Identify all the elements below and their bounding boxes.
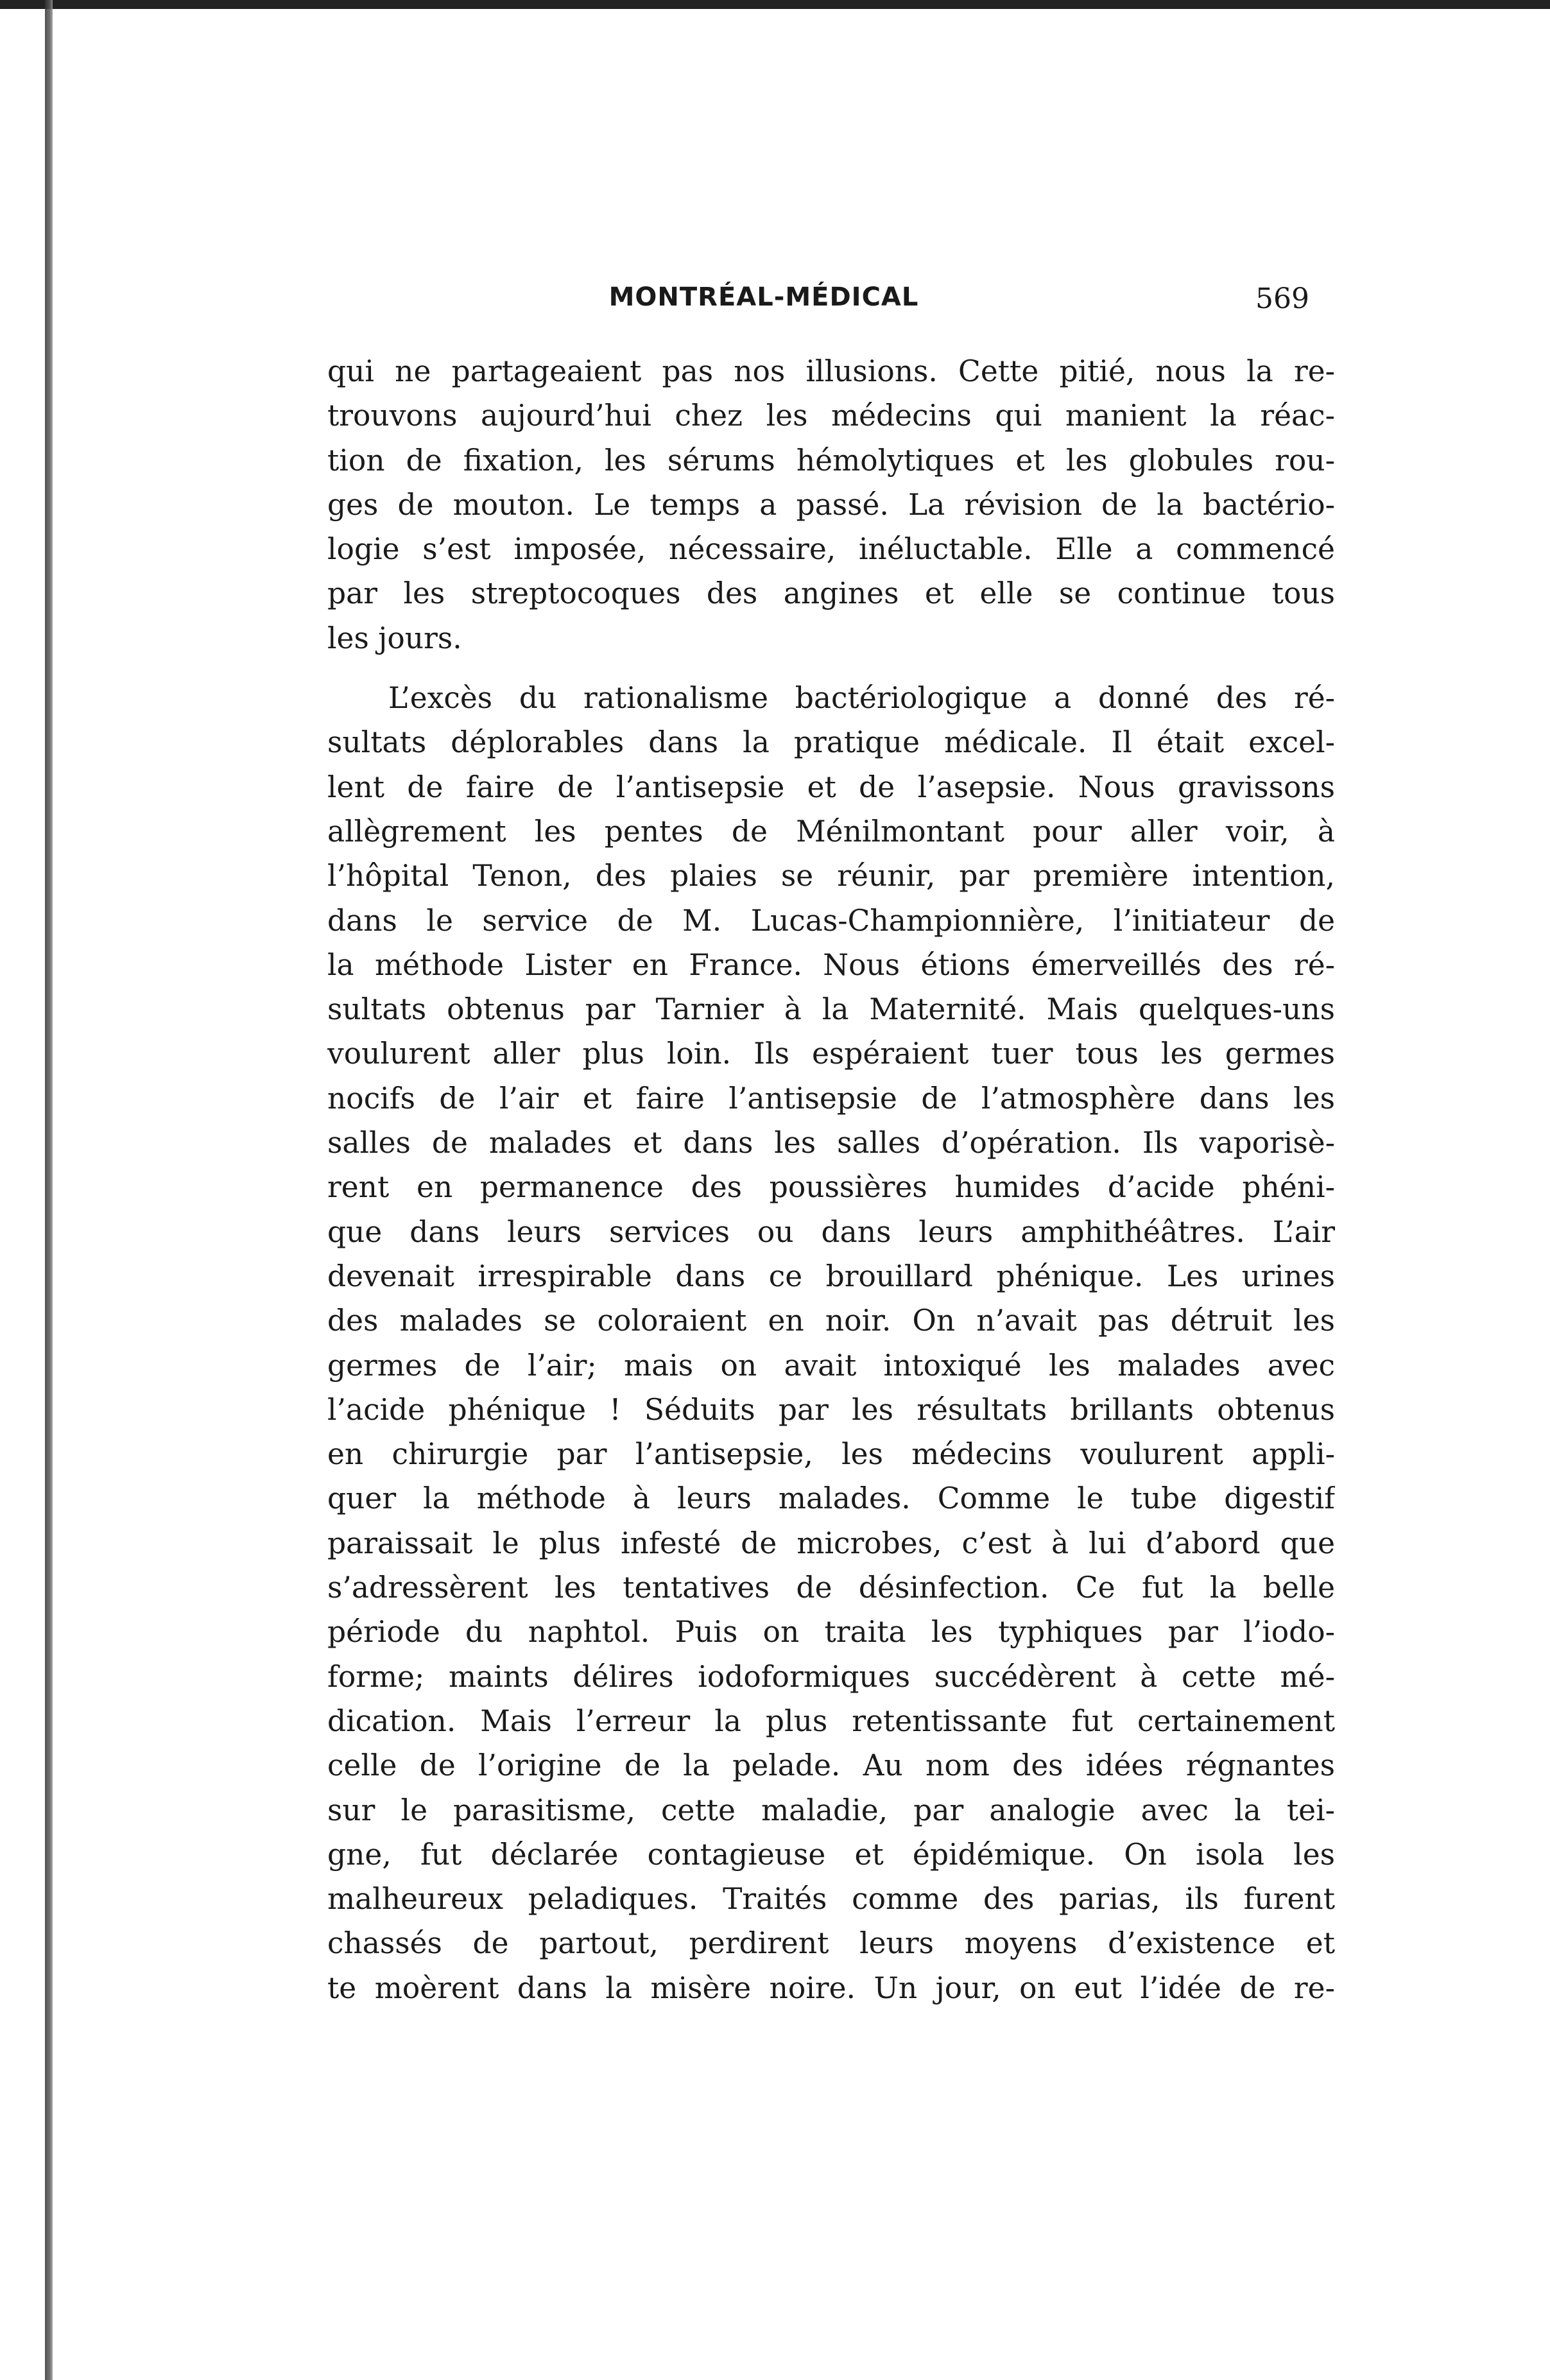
text-line: L’excès du rationalisme bactériologique a donné des ré- (388, 681, 1335, 716)
text-line: par les streptocoques des angines et elle se continue tous (327, 576, 1335, 611)
text-line: chassés de partout, perdirent leurs moyens d’existence et (327, 1926, 1335, 1961)
text-line: qui ne partageaient pas nos illusions. Cette pitié, nous la re- (327, 354, 1335, 388)
text-line: salles de malades et dans les salles d’opération. Ils vaporisè- (327, 1126, 1335, 1160)
text-line: dans le service de M. Lucas-Championnière, l’initiateur de (327, 903, 1335, 938)
text-line: sultats déplorables dans la pratique médicale. Il était excel- (327, 725, 1335, 760)
text-line: devenait irrespirable dans ce brouillard phénique. Les urines (327, 1259, 1335, 1293)
page-number: 569 (1255, 282, 1309, 315)
text-line: sultats obtenus par Tarnier à la Maternité. Mais quelques-uns (327, 992, 1335, 1027)
text-line: la méthode Lister en France. Nous étions émerveillés des ré- (327, 947, 1335, 982)
text-line: sur le parasitisme, cette maladie, par analogie avec la tei- (327, 1793, 1335, 1827)
text-line: ges de mouton. Le temps a passé. La révision de la bactério- (327, 487, 1335, 522)
text-line: s’adressèrent les tentatives de désinfection. Ce fut la belle (327, 1571, 1335, 1605)
text-line: période du naphtol. Puis on traita les typhiques par l’iodo- (327, 1615, 1335, 1650)
text-line: tion de fixation, les sérums hémolytiques et les globules rou- (327, 443, 1335, 478)
scan-binding-edge (45, 0, 53, 2380)
text-line: gne, fut déclarée contagieuse et épidémique. On isola les (327, 1837, 1335, 1872)
text-line: celle de l’origine de la pelade. Au nom des idées régnantes (327, 1748, 1335, 1783)
scan-top-edge (0, 0, 1550, 9)
text-line: allègrement les pentes de Ménilmontant pour aller voir, à (327, 814, 1335, 849)
text-line: que dans leurs services ou dans leurs amphithéâtres. L’air (327, 1214, 1335, 1249)
text-line: lent de faire de l’antisepsie et de l’asepsie. Nous gravissons (327, 770, 1335, 804)
running-head (327, 282, 1335, 323)
paragraph-2 (327, 676, 1335, 2010)
text-line: des malades se coloraient en noir. On n’avait pas détruit les (327, 1304, 1335, 1338)
text-line: voulurent aller plus loin. Ils espéraient tuer tous les germes (327, 1037, 1335, 1071)
running-title: MONTRÉAL-MÉDICAL (608, 282, 919, 312)
text-line: germes de l’air; mais on avait intoxiqué les malades avec (327, 1348, 1335, 1383)
book-page (327, 282, 1335, 2026)
text-line: te moèrent dans la misère noire. Un jour, on eut l’idée de re- (327, 1970, 1335, 2005)
text-line: paraissait le plus infesté de microbes, c’est à lui d’abord que (327, 1526, 1335, 1560)
text-line: dication. Mais l’erreur la plus retentissante fut certainement (327, 1703, 1335, 1738)
text-line: en chirurgie par l’antisepsie, les médecins voulurent appli- (327, 1437, 1335, 1472)
text-line: l’acide phénique ! Séduits par les résultats brillants obtenus (327, 1392, 1335, 1427)
text-line: quer la méthode à leurs malades. Comme le tube digestif (327, 1481, 1335, 1516)
paragraph-1 (327, 349, 1335, 660)
text-line: malheureux peladiques. Traités comme des parias, ils furent (327, 1882, 1335, 1917)
text-line: forme; maints délires iodoformiques succédèrent à cette mé- (327, 1659, 1335, 1694)
text-line: rent en permanence des poussières humides d’acide phéni- (327, 1170, 1335, 1205)
text-line: les jours. (327, 621, 462, 655)
text-line: trouvons aujourd’hui chez les médecins qui manient la réac- (327, 399, 1335, 433)
text-line: l’hôpital Tenon, des plaies se réunir, par première intention, (327, 859, 1335, 893)
text-line: logie s’est imposée, nécessaire, inéluctable. Elle a commencé (327, 532, 1335, 567)
text-line: nocifs de l’air et faire l’antisepsie de l’atmosphère dans les (327, 1081, 1335, 1116)
